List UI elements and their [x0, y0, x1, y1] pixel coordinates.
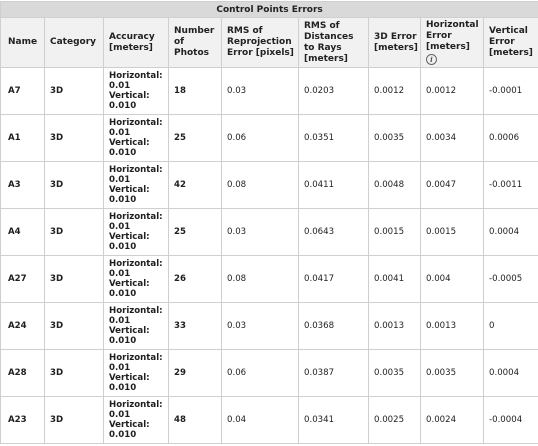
cell-photos: 25: [169, 115, 222, 162]
accuracy-line: 0.010: [109, 242, 137, 252]
cell-category: 3D: [45, 115, 104, 162]
cell-vert: 0: [484, 303, 538, 350]
cell-rms-reproj: 0.06: [222, 350, 299, 397]
column-header-text: Category: [50, 37, 97, 47]
cell-err3d: 0.0012: [369, 68, 421, 115]
cell-horiz: 0.0047: [421, 162, 484, 209]
accuracy-line: 0.01: [109, 128, 131, 138]
cell-accuracy: [104, 68, 169, 115]
cell-accuracy: [104, 115, 169, 162]
table-row: [1, 115, 538, 162]
column-header-text: Name: [8, 37, 38, 47]
table-row: [1, 303, 538, 350]
column-header-err3d: [369, 18, 421, 68]
table-row: [1, 68, 538, 115]
cell-rms-reproj: 0.06: [222, 115, 299, 162]
cell-rms-dist: 0.0643: [299, 209, 369, 256]
column-header-text: RMS of: [304, 20, 340, 31]
accuracy-line: Vertical:: [109, 91, 150, 101]
column-header-text: of: [174, 37, 185, 47]
cell-name: A27: [1, 256, 45, 303]
info-icon[interactable]: i: [426, 54, 437, 65]
column-header-vert: [484, 18, 538, 68]
cell-accuracy: [104, 256, 169, 303]
cell-rms-dist: 0.0203: [299, 68, 369, 115]
table-row: [1, 397, 538, 444]
cell-rms-dist: 0.0417: [299, 256, 369, 303]
accuracy-line: Vertical:: [109, 232, 150, 242]
accuracy-line: 0.010: [109, 430, 137, 440]
cell-accuracy: [104, 162, 169, 209]
cell-err3d: 0.0035: [369, 350, 421, 397]
cell-name: A23: [1, 397, 45, 444]
column-header-text: [meters]: [426, 41, 470, 52]
accuracy-line: Vertical:: [109, 420, 150, 430]
column-header-text: [meters]: [109, 42, 153, 53]
cell-err3d: 0.0048: [369, 162, 421, 209]
control-points-errors-table: [0, 1, 538, 444]
cell-rms-reproj: 0.08: [222, 256, 299, 303]
header-row: [1, 18, 538, 68]
cell-err3d: 0.0025: [369, 397, 421, 444]
cell-name: A24: [1, 303, 45, 350]
cell-name: A3: [1, 162, 45, 209]
accuracy-line: 0.010: [109, 195, 137, 205]
accuracy-line: 0.01: [109, 316, 131, 326]
cell-name: A7: [1, 68, 45, 115]
cell-photos: 48: [169, 397, 222, 444]
column-header-text: Reprojection: [227, 37, 292, 47]
accuracy-line: 0.010: [109, 101, 137, 111]
column-header-text: Error: [489, 37, 515, 47]
column-header-text: Number: [174, 26, 215, 36]
column-header-text: Horizontal: [426, 19, 479, 30]
column-header-text: [meters]: [304, 53, 348, 64]
cell-accuracy: [104, 397, 169, 444]
cell-accuracy: [104, 209, 169, 256]
accuracy-line: Horizontal:: [109, 212, 163, 222]
accuracy-line: 0.01: [109, 269, 131, 279]
accuracy-line: 0.010: [109, 289, 137, 299]
cell-rms-dist: 0.0351: [299, 115, 369, 162]
column-header-text: Photos: [174, 48, 210, 58]
cell-photos: 33: [169, 303, 222, 350]
cell-horiz: 0.0013: [421, 303, 484, 350]
cell-photos: 18: [169, 68, 222, 115]
cell-category: 3D: [45, 397, 104, 444]
column-header-accuracy: [104, 18, 169, 68]
accuracy-line: Horizontal:: [109, 400, 163, 410]
cell-horiz: 0.0034: [421, 115, 484, 162]
cell-photos: 42: [169, 162, 222, 209]
cell-accuracy: [104, 303, 169, 350]
cell-rms-reproj: 0.03: [222, 209, 299, 256]
column-header-rms_reproj: [222, 18, 299, 68]
cell-photos: 25: [169, 209, 222, 256]
cell-accuracy: [104, 350, 169, 397]
accuracy-line: Vertical:: [109, 373, 150, 383]
column-header-text: RMS of: [227, 26, 263, 36]
column-header-text: 3D Error: [374, 31, 417, 42]
table-body: [1, 68, 538, 444]
column-header-text: Error [pixels]: [227, 48, 294, 58]
accuracy-line: Horizontal:: [109, 353, 163, 363]
cell-category: 3D: [45, 68, 104, 115]
cell-vert: -0.0005: [484, 256, 538, 303]
accuracy-line: 0.01: [109, 222, 131, 232]
cell-vert: 0.0004: [484, 209, 538, 256]
cell-horiz: 0.0024: [421, 397, 484, 444]
column-header-photos: [169, 18, 222, 68]
accuracy-line: Vertical:: [109, 185, 150, 195]
column-header-text: Error: [426, 30, 452, 41]
accuracy-line: 0.01: [109, 410, 131, 420]
cell-rms-reproj: 0.03: [222, 303, 299, 350]
cell-rms-reproj: 0.04: [222, 397, 299, 444]
accuracy-line: Horizontal:: [109, 118, 163, 128]
column-header-rms_dist: [299, 18, 369, 68]
cell-err3d: 0.0015: [369, 209, 421, 256]
accuracy-line: Vertical:: [109, 279, 150, 289]
accuracy-line: Vertical:: [109, 138, 150, 148]
accuracy-line: Horizontal:: [109, 165, 163, 175]
cell-rms-reproj: 0.03: [222, 68, 299, 115]
cell-category: 3D: [45, 256, 104, 303]
cell-err3d: 0.0041: [369, 256, 421, 303]
column-header-horiz: [421, 18, 484, 68]
table-row: [1, 256, 538, 303]
cell-err3d: 0.0013: [369, 303, 421, 350]
accuracy-line: 0.010: [109, 148, 137, 158]
table-row: [1, 209, 538, 256]
table-title: Control Points Errors: [1, 2, 538, 18]
column-header-category: [45, 18, 104, 68]
cell-vert: -0.0011: [484, 162, 538, 209]
cell-category: 3D: [45, 303, 104, 350]
accuracy-line: Horizontal:: [109, 306, 163, 316]
accuracy-line: Horizontal:: [109, 259, 163, 269]
cell-category: 3D: [45, 209, 104, 256]
cell-rms-dist: 0.0341: [299, 397, 369, 444]
column-header-name: [1, 18, 45, 68]
accuracy-line: 0.010: [109, 336, 137, 346]
cell-rms-dist: 0.0387: [299, 350, 369, 397]
accuracy-line: Horizontal:: [109, 71, 163, 81]
cell-name: A1: [1, 115, 45, 162]
cell-rms-dist: 0.0411: [299, 162, 369, 209]
accuracy-line: Vertical:: [109, 326, 150, 336]
cell-category: 3D: [45, 350, 104, 397]
column-header-text: Accuracy: [109, 31, 155, 42]
column-header-text: [meters]: [489, 48, 533, 58]
accuracy-line: 0.01: [109, 363, 131, 373]
cell-horiz: 0.004: [421, 256, 484, 303]
column-header-text: [meters]: [374, 42, 418, 53]
accuracy-line: 0.01: [109, 81, 131, 91]
column-header-text: Distances: [304, 31, 354, 42]
cell-category: 3D: [45, 162, 104, 209]
table-row: [1, 350, 538, 397]
accuracy-line: 0.010: [109, 383, 137, 393]
cell-vert: 0.0006: [484, 115, 538, 162]
cell-rms-dist: 0.0368: [299, 303, 369, 350]
cell-vert: -0.0004: [484, 397, 538, 444]
cell-name: A4: [1, 209, 45, 256]
cell-photos: 26: [169, 256, 222, 303]
column-header-text: Vertical: [489, 26, 528, 36]
cell-err3d: 0.0035: [369, 115, 421, 162]
cell-horiz: 0.0015: [421, 209, 484, 256]
cell-vert: 0.0004: [484, 350, 538, 397]
cell-horiz: 0.0035: [421, 350, 484, 397]
cell-rms-reproj: 0.08: [222, 162, 299, 209]
table-row: [1, 162, 538, 209]
accuracy-line: 0.01: [109, 175, 131, 185]
column-header-text: to Rays: [304, 42, 342, 53]
cell-photos: 29: [169, 350, 222, 397]
cell-horiz: 0.0012: [421, 68, 484, 115]
cell-name: A28: [1, 350, 45, 397]
cell-vert: -0.0001: [484, 68, 538, 115]
